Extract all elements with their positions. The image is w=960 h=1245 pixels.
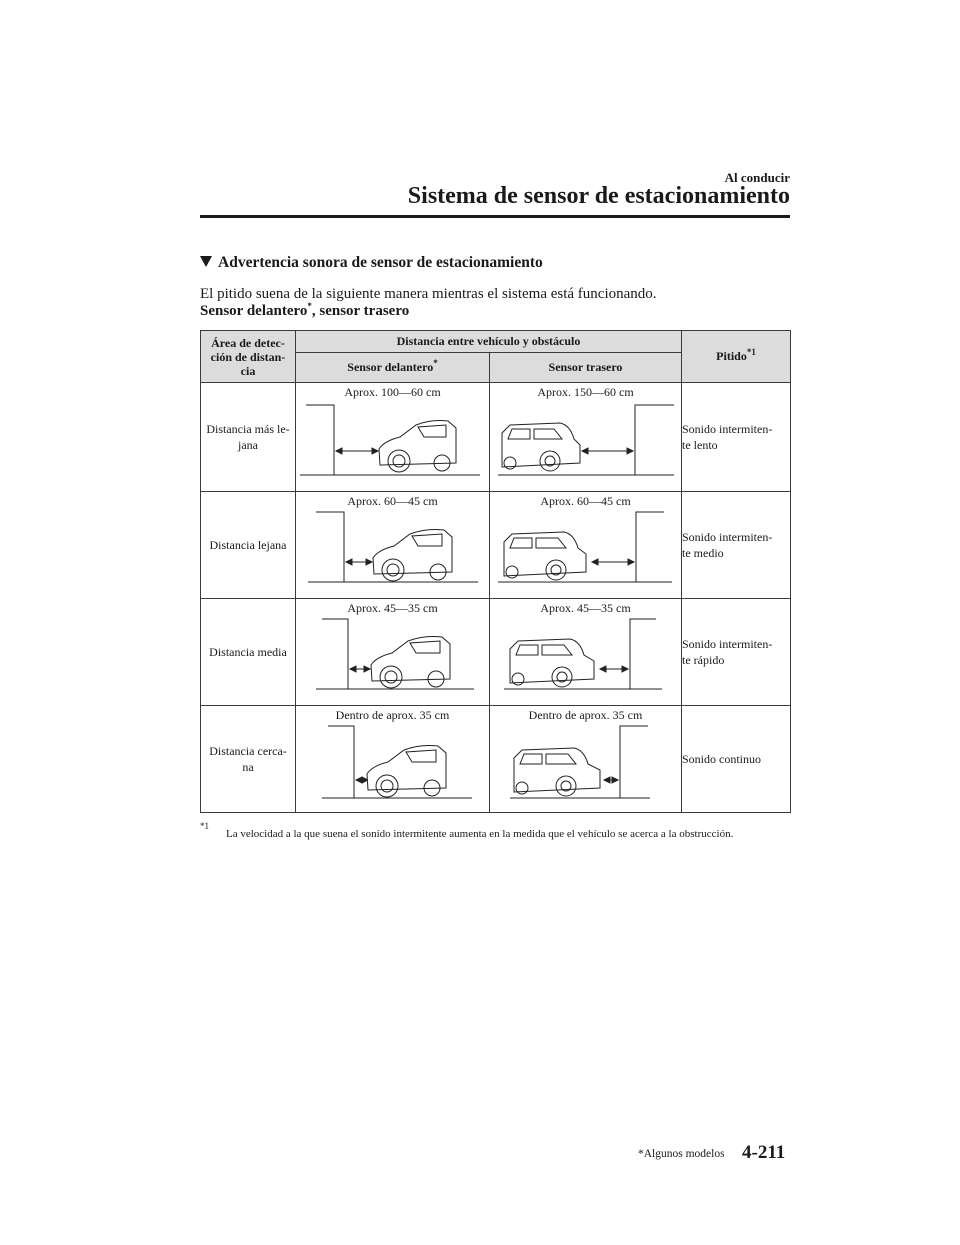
rear-sensor-car-illustration: [490, 383, 682, 491]
area-cell: Distancia cerca- na: [201, 706, 296, 813]
front-sensor-car-illustration: [296, 492, 490, 598]
front-figure-cell: [296, 599, 490, 706]
front-distance-label: Aprox. 100―60 cm: [344, 385, 441, 399]
rear-sensor-car-illustration: [490, 706, 682, 812]
rear-figure-cell: [490, 383, 682, 492]
table-row: [201, 599, 791, 706]
header-distance: Distancia entre vehículo y obstáculo: [296, 331, 682, 353]
footnote: *1 La velocidad a la que suena el sonido intermitente aumenta en la medida que el vehículo se acerca a la obstrucción.: [200, 826, 800, 842]
area-cell: Distancia más le- jana: [201, 383, 296, 492]
beep-cell: Sonido intermiten- te medio: [682, 492, 791, 599]
table-row: [201, 383, 791, 492]
rear-distance-label: Dentro de aprox. 35 cm: [528, 708, 643, 722]
front-distance-label: Aprox. 60―45 cm: [347, 494, 438, 508]
beep-cell: Sonido intermiten- te lento: [682, 383, 791, 492]
subheading: [200, 303, 409, 320]
front-distance-label: Dentro de aprox. 35 cm: [335, 708, 450, 722]
rear-figure-cell: [490, 706, 682, 813]
beep-cell: Sonido intermiten- te rápido: [682, 599, 791, 706]
rear-sensor-car-illustration: [490, 492, 682, 598]
section-heading: [200, 254, 543, 272]
area-cell: Distancia media: [201, 599, 296, 706]
page-number: 4-211: [742, 1142, 786, 1163]
rear-distance-label: Aprox. 60―45 cm: [540, 494, 631, 508]
some-models-note: *Algunos modelos: [638, 1148, 725, 1160]
table-row: [201, 492, 791, 599]
rear-distance-label: Aprox. 45―35 cm: [540, 601, 631, 615]
rear-figure-cell: [490, 599, 682, 706]
header-front-sensor: Sensor delantero*: [296, 353, 490, 383]
header-detection-area: Área de detec- ción de distan- cia: [201, 331, 296, 383]
subheading-front: Sensor delantero: [200, 303, 308, 319]
front-sensor-car-illustration: [296, 599, 490, 705]
rear-distance-label: Aprox. 150―60 cm: [537, 385, 634, 399]
some-models-mark: *: [307, 301, 312, 311]
front-sensor-car-illustration: [296, 706, 490, 812]
section-heading-text: Advertencia sonora de sensor de estacionamiento: [218, 254, 543, 271]
front-figure-cell: [296, 492, 490, 599]
front-figure-cell: [296, 706, 490, 813]
front-sensor-car-illustration: [296, 383, 490, 491]
beep-cell: Sonido continuo: [682, 706, 791, 813]
header-rear-sensor: Sensor trasero: [490, 353, 682, 383]
header-rule: [200, 215, 790, 218]
subheading-rear: , sensor trasero: [311, 303, 410, 319]
footnote-text: La velocidad a la que suena el sonido intermitente aumenta en la medida que el vehículo se acerca a la obstrucción.: [226, 828, 734, 840]
chapter-label: Al conducir: [724, 170, 790, 185]
page-title: Sistema de sensor de estacionamiento: [407, 183, 790, 209]
front-distance-label: Aprox. 45―35 cm: [347, 601, 438, 615]
beep-table: [200, 330, 791, 813]
rear-sensor-car-illustration: [490, 599, 682, 705]
triangle-bullet-icon: [200, 256, 212, 267]
header-beep: Pitido$^{*1}$: [682, 331, 791, 383]
front-figure-cell: [296, 383, 490, 492]
area-cell: Distancia lejana: [201, 492, 296, 599]
table-row: [201, 706, 791, 813]
rear-figure-cell: [490, 492, 682, 599]
intro-paragraph: El pitido suena de la siguiente manera mientras el sistema está funcionando.: [200, 286, 657, 302]
